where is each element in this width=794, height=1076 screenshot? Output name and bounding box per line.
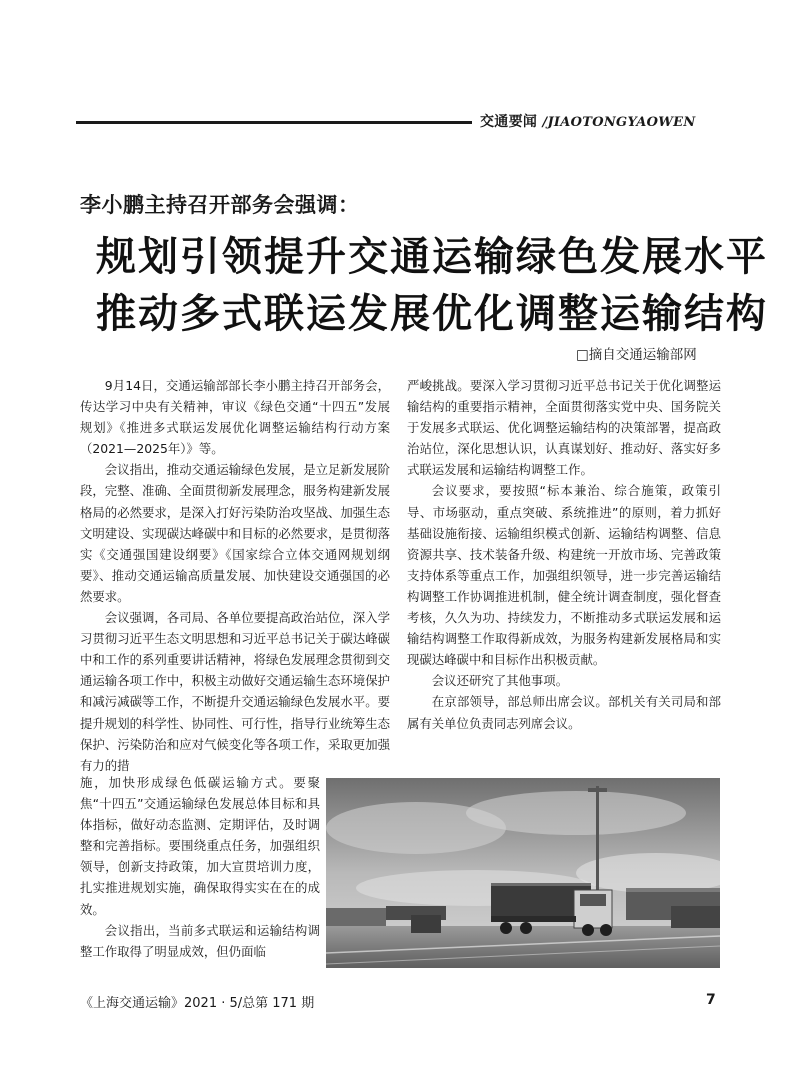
header-rule — [76, 121, 472, 124]
paragraph: 9月14日，交通运输部部长李小鹏主持召开部务会，传达学习中央有关精神，审议《绿色交通“十四五”发展规划》《推进多式联运发展优化调整运输结构行动方案（2021—2025年）》等。 — [80, 378, 390, 457]
section-title-cn: 交通要闻 — [480, 114, 538, 130]
headline-line-2: 推动多式联运发展优化调整运输结构 — [96, 290, 768, 337]
page-number: 7 — [706, 992, 716, 1008]
body-column-right — [407, 375, 721, 734]
headline-line-1: 规划引领提升交通运输绿色发展水平 — [96, 233, 768, 280]
section-title-en: /JIAOTONGYAOWEN — [542, 115, 696, 130]
port-trucks-image — [326, 778, 720, 968]
paragraph: 严峻挑战。要深入学习贯彻习近平总书记关于优化调整运输结构的重要指示精神，全面贯彻落实党中央、国务院关于发展多式联运、优化调整运输结构的决策部署，提高政治站位，深化思想认识，认真谋划好、推动好、落实好多式联运发展和运输结构调整工作。 — [407, 378, 721, 478]
body-column-left-lower — [80, 772, 320, 962]
journal-footer: 《上海交通运输》2021 · 5/总第 171 期 — [80, 996, 315, 1011]
article-kicker: 李小鹏主持召开部务会强调： — [80, 193, 360, 217]
paragraph: 会议指出，推动交通运输绿色发展，是立足新发展阶段，完整、准确、全面贯彻新发展理念，服务构建新发展格局的必然要求，是深入打好污染防治攻坚战、加强生态文明建设、实现碳达峰碳中和目标的必然要求，是贯彻落实《交通强国建设纲要》《国家综合立体交通网规划纲要》、推动交通运输高质量发展、加快建设交通强国的必然要求。 — [80, 462, 390, 604]
section-header — [480, 111, 696, 131]
paragraph: 会议指出，当前多式联运和运输结构调整工作取得了明显成效，但仍面临 — [80, 922, 320, 959]
paragraph: 会议强调，各司局、各单位要提高政治站位，深入学习贯彻习近平生态文明思想和习近平总书记关于碳达峰碳中和工作的系列重要讲话精神，将绿色发展理念贯彻到交通运输各项工作中，积极主动做好交通运输生态环境保护和减污减碳等工作，不断提升交通运输绿色发展水平。要提升规划的科学性、协同性、可行性，指导行业统筹生态保护、污染防治和应对气候变化等各项工作，采取更加强有力的措 — [80, 610, 390, 773]
paragraph: 在京部领导，部总师出席会议。部机关有关司局和部属有关单位负责同志列席会议。 — [407, 694, 721, 731]
paragraph: 会议要求，要按照“标本兼治、综合施策，政策引导、市场驱动，重点突破、系统推进”的原则，着力抓好基础设施衔接、运输组织模式创新、运输结构调整、信息资源共享、技术装备升级、构建统一开放市场、完善政策支持体系等重点工作，加强组织领导，进一步完善运输结构调整工作协调推进机制，健全统计调查制度，强化督查考核，久久为功、持续发力，不断推动多式联运发展和运输结构调整工作取得新成效，为服务构建新发展格局和实现碳达峰碳中和目标作出积极贡献。 — [407, 483, 721, 668]
body-column-left — [80, 375, 390, 776]
paragraph: 施，加快形成绿色低碳运输方式。要聚焦“十四五”交通运输绿色发展总体目标和具体指标，做好动态监测、定期评估，及时调整和完善指标。要围绕重点任务，加强组织领导，创新支持政策，加大宣贯培训力度，扎实推进规划实施，确保取得实实在在的成效。 — [80, 775, 320, 917]
container-port-photo — [326, 778, 720, 968]
paragraph: 会议还研究了其他事项。 — [431, 673, 569, 689]
article-source: □摘自交通运输部网 — [576, 347, 697, 363]
